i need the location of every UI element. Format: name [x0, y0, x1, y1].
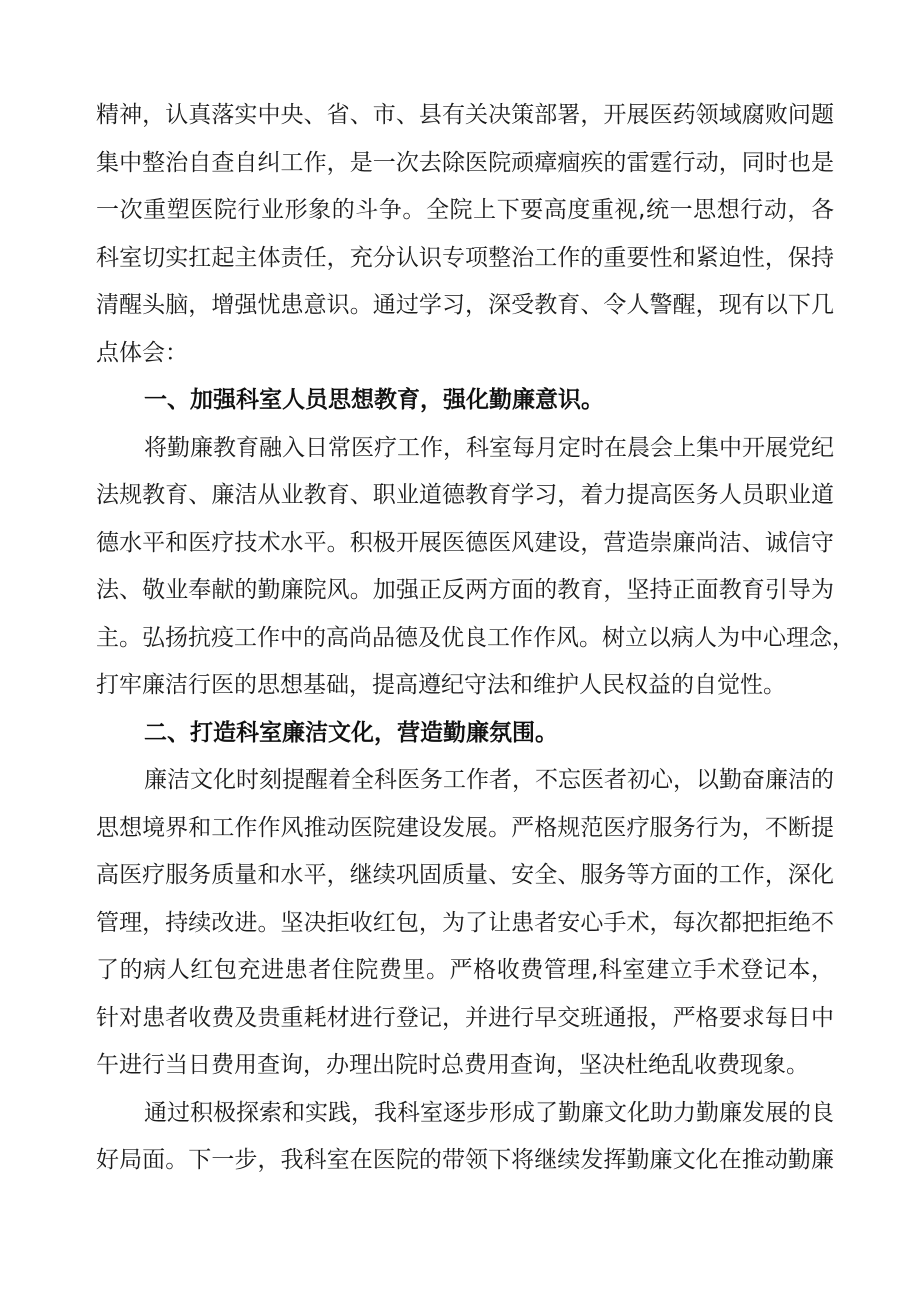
- text-line: 廉洁文化时刻提醒着全科医务工作者，不忘医者初心，以勤奋廉洁的: [144, 767, 834, 793]
- text-line: 清醒头脑，增强忧患意识。通过学习，深受教育、令人警醒，现有以下几: [96, 292, 834, 318]
- paragraph-section-2: [96, 757, 834, 1090]
- text-line: 午进行当日费用查询，办理出院时总费用查询，坚决杜绝乱收费现象。: [96, 1052, 809, 1078]
- text-line: 了的病人红包充进患者住院费里。严格收费管理,科室建立手术登记本，: [96, 957, 834, 983]
- paragraph-conclusion: [96, 1090, 834, 1185]
- text-line: 针对患者收费及贵重耗材进行登记，并进行早交班通报，严格要求每日中: [96, 1004, 834, 1031]
- text-line: 管理，持续改进。坚决拒收红包，为了让患者安心手术，每次都把拒绝不: [96, 909, 834, 936]
- text-line: 将勤廉教育融入日常医疗工作，科室每月定时在晨会上集中开展党纪: [144, 434, 834, 461]
- text-line: 打牢廉洁行医的思想基础，提高遵纪守法和维护人民权益的自觉性。: [96, 672, 786, 698]
- text-line: 思想境界和工作作风推动医院建设发展。严格规范医疗服务行为，不断提: [96, 814, 834, 841]
- text-line: 通过积极探索和实践，我科室逐步形成了勤廉文化助力勤廉发展的良: [144, 1099, 834, 1126]
- text-line: 点体会：: [96, 339, 188, 366]
- text-line: 德水平和医疗技术水平。积极开展医德医风建设，营造崇廉尚洁、诚信守: [96, 529, 834, 556]
- section-heading-2: 二、打造科室廉洁文化，营造勤廉氛围。: [144, 719, 558, 746]
- text-line: 科室切实扛起主体责任，充分认识专项整治工作的重要性和紧迫性，保持: [96, 244, 834, 271]
- paragraph-intro: [96, 92, 834, 377]
- paragraph-section-1: [96, 425, 855, 710]
- text-line: 好局面。下一步，我科室在医院的带领下将继续发挥勤廉文化在推动勤廉: [96, 1147, 834, 1173]
- text-line: 主。弘扬抗疫工作中的高尚品德及优良工作作风。树立以病人为中心理念，: [96, 624, 855, 651]
- text-line: 高医疗服务质量和水平，继续巩固质量、安全、服务等方面的工作，深化: [96, 862, 834, 888]
- text-line: 法、敬业奉献的勤廉院风。加强正反两方面的教育，坚持正面教育引导为: [96, 577, 834, 603]
- text-line: 精神，认真落实中央、省、市、县有关决策部署，开展医药领域腐败问题: [96, 102, 834, 128]
- text-line: 法规教育、廉洁从业教育、职业道德教育学习，着力提高医务人员职业道: [96, 482, 834, 508]
- text-line: 集中整治自查自纠工作，是一次去除医院顽瘴痼疾的雷霆行动，同时也是: [96, 149, 834, 176]
- document-body: [96, 92, 855, 1185]
- text-line: 一次重塑医院行业形象的斗争。全院上下要高度重视,统一思想行动，各: [96, 197, 834, 223]
- section-heading-1: 一、加强科室人员思想教育，强化勤廉意识。: [144, 387, 604, 413]
